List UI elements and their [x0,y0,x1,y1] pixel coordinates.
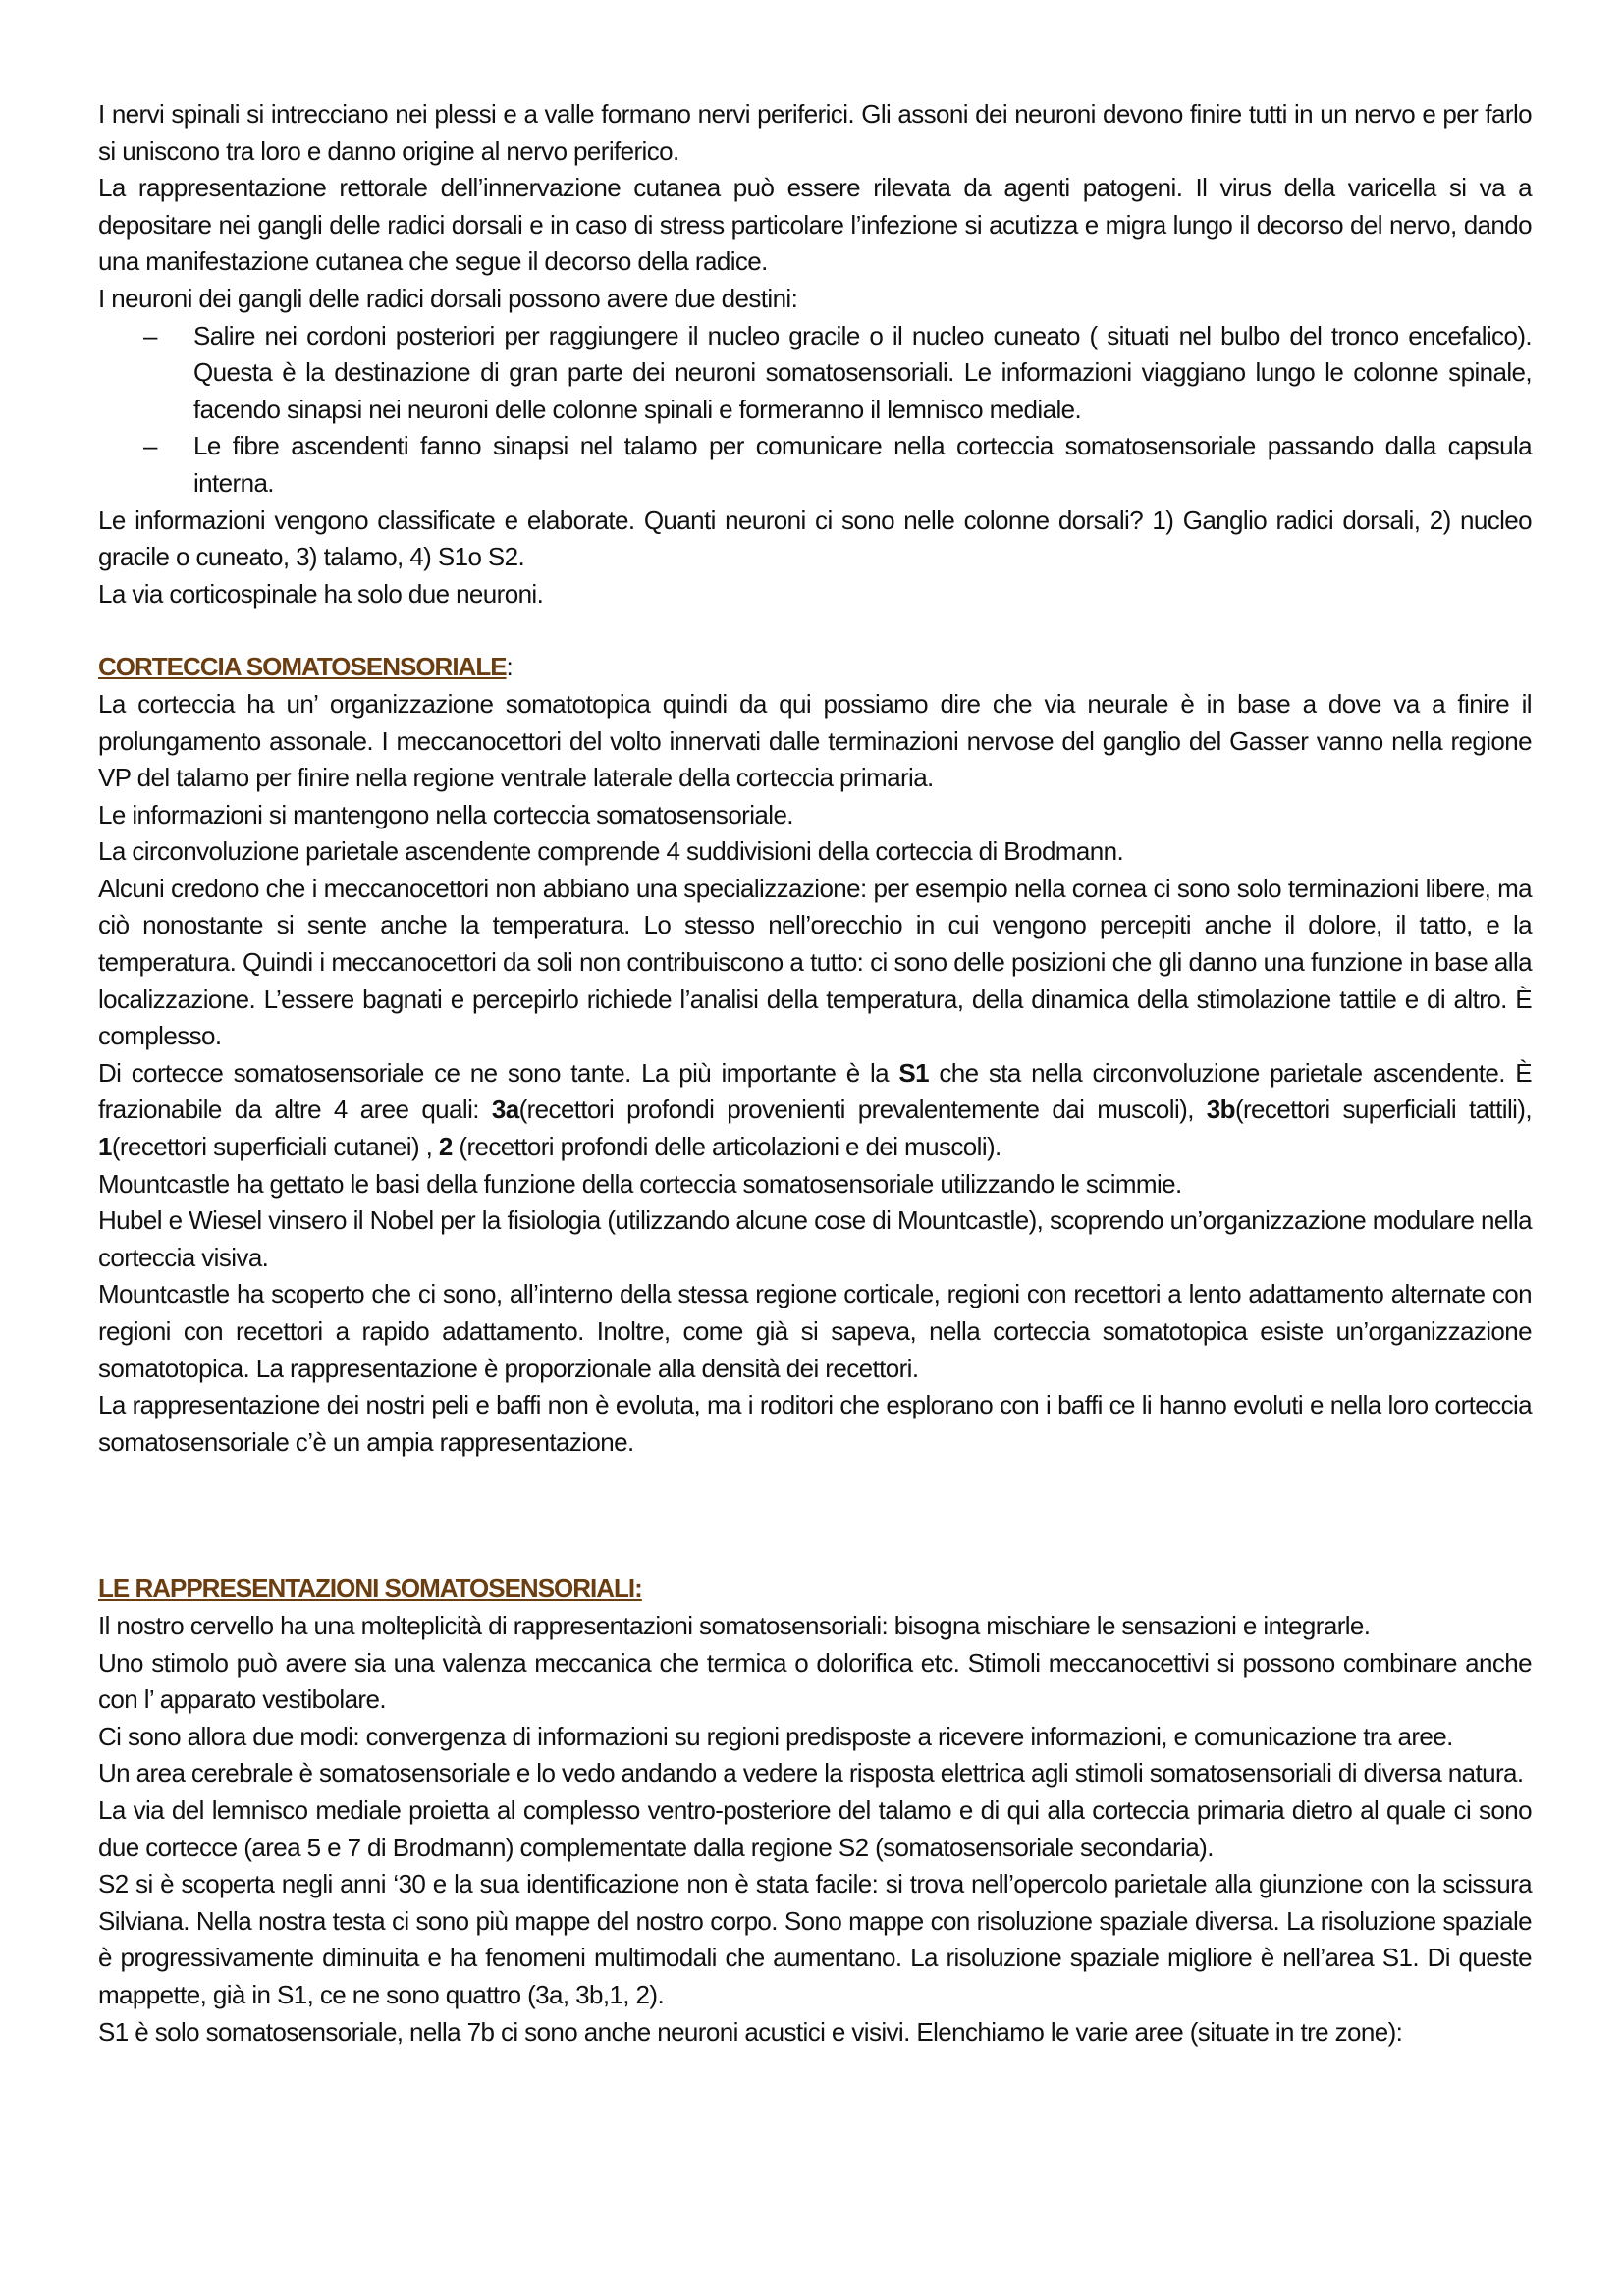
paragraph: La rappresentazione dei nostri peli e baffi non è evoluta, ma i roditori che esplorano con i baffi ce li hanno evoluti e nella loro corteccia somatosensoriale c’è un ampia rappresentazione. [98,1390,1532,1457]
bullet-list [98,318,1532,503]
paragraph: Uno stimolo può avere sia una valenza meccanica che termica o dolorifica etc. Stimoli meccanocettivi si possono combinare anche con l’ apparato vestibolare. [98,1647,1532,1715]
bold-term: 3a [491,1095,519,1125]
paragraph: Le informazioni vengono classificate e elaborate. Quanti neuroni ci sono nelle colonne dorsali? 1) Ganglio radici dorsali, 2) nucleo gracile o cuneato, 3) talamo, 4) S1o S2. [98,505,1532,572]
section-heading: LE RAPPRESENTAZIONI SOMATOSENSORIALI: [98,1574,642,1604]
paragraph: Mountcastle ha scoperto che ci sono, all’interno della stessa regione corticale, regioni con recettori a lento adattamento alternate con regioni con recettori a rapido adattamento. Inoltre, come già si sapeva, nella corteccia somatotopica esiste un’organizzazione somatotopica. La rappresentazione è proporzionale alla densità dei recettori. [98,1279,1532,1383]
text-run: Di cortecce somatosensoriale ce ne sono tante. La più importante è la [98,1057,899,1088]
paragraph: Il nostro cervello ha una molteplicità di rappresentazioni somatosensoriali: bisogna mischiare le sensazioni e integrarle. [98,1610,1371,1640]
heading-colon: : [506,652,514,682]
dash-bullet: – [143,431,157,461]
paragraph: Alcuni credono che i meccanocettori non abbiano una specializzazione: per esempio nella cornea ci sono solo terminazioni libere, ma ciò nonostante si sente anche la temperatura. Lo stesso nell’orecchio in cui vengono percepiti anche il dolore, il tatto, e la temperatura. Quindi i meccanocettori da soli non contribuiscono a tutto: ci sono delle posizioni che gli danno una funzione in base alla localizzazione. L’essere bagnati e percepirlo richiede l’analisi della temperatura, della dinamica della stimolazione tattile e di altro. È complesso. [98,873,1532,1051]
paragraph: I neuroni dei gangli delle radici dorsali possono avere due destini: [98,283,798,313]
list-item-text: Le fibre ascendenti fanno sinapsi nel talamo per comunicare nella corteccia somatosensoriale passando dalla capsula interna. [193,431,1532,498]
text-run: (recettori profondi provenienti prevalentemente dai muscoli), [518,1095,1207,1125]
paragraph: Le informazioni si mantengono nella corteccia somatosensoriale. [98,799,793,829]
paragraph: La corteccia ha un’ organizzazione somatotopica quindi da qui possiamo dire che via neurale è in base a dove va a finire il prolungamento assonale. I meccanocettori del volto innervati dalle terminazioni nervose del ganglio del Gasser vanno nella regione VP del talamo per finire nella regione ventrale laterale della corteccia primaria. [98,688,1532,793]
paragraph: La circonvoluzione parietale ascendente comprende 4 suddivisioni della corteccia di Brodmann. [98,836,1124,867]
paragraph: La rappresentazione rettorale dell’innervazione cutanea può essere rilevata da agenti patogeni. Il virus della varicella si va a depositare nei gangli delle radici dorsali e in caso di stress particolare l’infezione si acutizza e migra lungo il decorso del nervo, dando una manifestazione cutanea che segue il decorso della radice. [98,173,1532,277]
text-run: (recettori profondi delle articolazioni e dei muscoli). [452,1132,1001,1162]
text-run: (recettori superficiali cutanei) , [111,1132,439,1162]
paragraph: Ci sono allora due modi: convergenza di informazioni su regioni predisposte a ricevere informazioni, e comunicazione tra aree. [98,1721,1453,1751]
bold-term: 3b [1206,1095,1235,1125]
paragraph: Un area cerebrale è somatosensoriale e lo vedo andando a vedere la risposta elettrica agli stimoli somatosensoriali di diversa natura. [98,1758,1524,1789]
spacer [98,1461,1532,1571]
dash-bullet: – [143,320,157,350]
paragraph: S1 è solo somatosensoriale, nella 7b ci sono anche neuroni acustici e visivi. Elenchiamo le varie aree (situate in tre zone): [98,2016,1403,2047]
section-heading-row [98,649,1532,686]
paragraph: La via del lemnisco mediale proietta al complesso ventro-posteriore del talamo e di qui alla corteccia primaria dietro al quale ci sono due cortecce (area 5 e 7 di Brodmann) complementate dalla regione S2 (somatosensoriale secondaria). [98,1794,1532,1862]
list-item [98,318,1532,429]
section-heading: CORTECCIA SOMATOSENSORIALE [98,652,507,682]
list-item [98,428,1532,502]
paragraph: I nervi spinali si intrecciano nei plessi e a valle formano nervi periferici. Gli assoni dei neuroni devono finire tutti in un nervo e per farlo si uniscono tra loro e danno origine al nervo periferico. [98,99,1532,166]
bold-term: 2 [438,1132,453,1162]
paragraph: Hubel e Wiesel vinsero il Nobel per la fisiologia (utilizzando alcune cose di Mountcastle), scoprendo un’organizzazione modulare nella corteccia visiva. [98,1205,1532,1272]
paragraph [98,1055,1532,1166]
document-page [98,96,1532,2051]
text-run: che sta nella circonvoluzione parietale ascendente. È frazionabile da altre 4 aree quali: [98,1057,1533,1125]
paragraph: La via corticospinale ha solo due neuroni. [98,578,544,609]
bold-term: S1 [898,1057,930,1088]
list-item-text: Salire nei cordoni posteriori per raggiungere il nucleo gracile o il nucleo cuneato ( situati nel bulbo del tronco encefalico). Questa è la destinazione di gran parte dei neuroni somatosensoriali. Le informazioni viaggiano lungo le colonne spinale, facendo sinapsi nei neuroni delle colonne spinali e formeranno il lemnisco mediale. [193,320,1532,424]
paragraph: S2 si è scoperta negli anni ‘30 e la sua identificazione non è stata facile: si trova nell’opercolo parietale alla giunzione con la scissura Silviana. Nella nostra testa ci sono più mappe del nostro corpo. Sono mappe con risoluzione spaziale diversa. La risoluzione spaziale è progressivamente diminuita e ha fenomeni multimodali che aumentano. La risoluzione spaziale migliore è nell’area S1. Di queste mappette, già in S1, ce ne sono quattro (3a, 3b,1, 2). [98,1869,1532,2009]
paragraph: Mountcastle ha gettato le basi della funzione della corteccia somatosensoriale utilizzando le scimmie. [98,1168,1182,1199]
bold-term: 1 [98,1132,112,1162]
section-heading-row [98,1571,1532,1608]
text-run: (recettori superficiali tattili), [1234,1095,1532,1125]
spacer [98,613,1532,649]
